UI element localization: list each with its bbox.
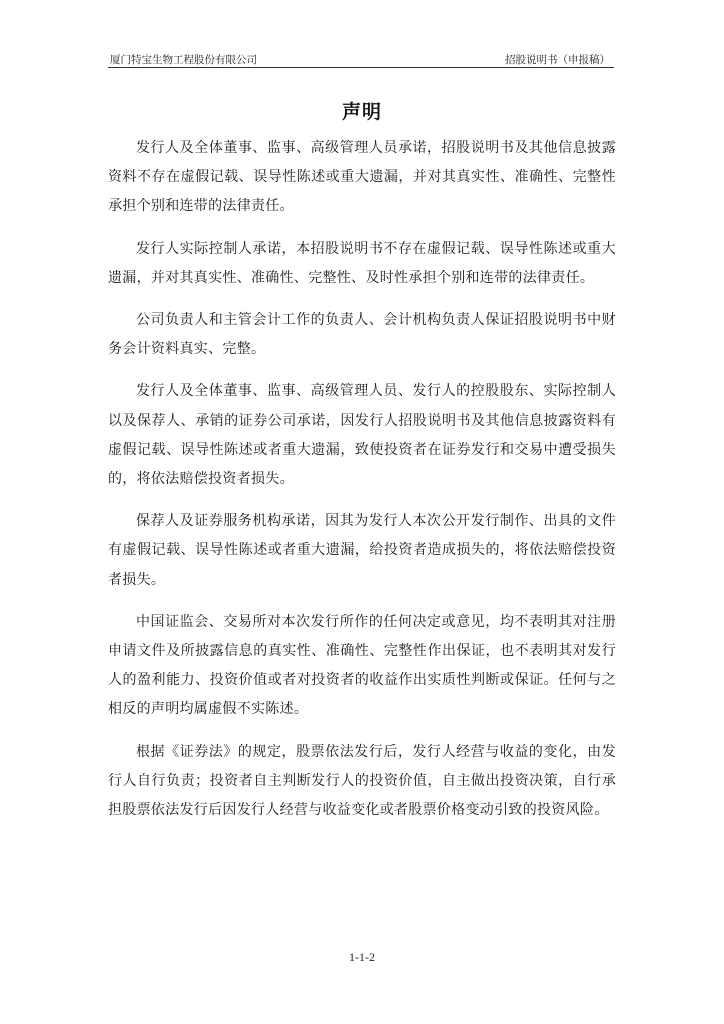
header-document-type: 招股说明书（申报稿） (505, 54, 610, 66)
paragraph-sponsor-commitment: 保荐人及证券服务机构承诺，因其为发行人本次公开发行制作、出具的文件有虚假记载、误导性陈述或者重大遗漏，给投资者造成损失的，将依法赔偿投资者损失。 (108, 513, 616, 588)
paragraph-issuer-commitment: 发行人及全体董事、监事、高级管理人员承诺，招股说明书及其他信息披露资料不存在虚假记载、误导性陈述或重大遗漏，并对其真实性、准确性、完整性承担个别和连带的法律责任。 (108, 140, 616, 215)
paragraph-controller-commitment: 发行人实际控制人承诺，本招股说明书不存在虚假记载、误导性陈述或重大遗漏，并对其真实性、准确性、完整性、及时性承担个别和连带的法律责任。 (108, 240, 616, 286)
header-divider (108, 67, 614, 68)
page-number: 1-1-2 (349, 950, 375, 964)
declaration-body (108, 134, 616, 838)
paragraph-compensation-commitment: 发行人及全体董事、监事、高级管理人员、发行人的控股股东、实际控制人以及保荐人、承销的证券公司承诺，因发行人招股说明书及其他信息披露资料有虚假记载、误导性陈述或者重大遗漏，致使投资者在证券发行和交易中遭受损失的，将依法赔偿投资者损失。 (108, 383, 616, 488)
paragraph-regulator-disclaimer: 中国证监会、交易所对本次发行所作的任何决定或意见，均不表明其对注册申请文件及所披露信息的真实性、准确性、完整性作出保证，也不表明其对发行人的盈利能力、投资价值或者对投资者的收益作出实质性判断或保证。任何与之相反的声明均属虚假不实陈述。 (108, 613, 616, 718)
paragraph-investment-risk: 根据《证券法》的规定，股票依法发行后，发行人经营与收益的变化，由发行人自行负责；投资者自主判断发行人的投资价值，自主做出投资决策，自行承担股票依法发行后因发行人经营与收益变化或者股票价格变动引致的投资风险。 (108, 743, 616, 819)
page-title: 声明 (341, 101, 382, 123)
page-header (108, 52, 614, 67)
header-company-name: 厦门特宝生物工程股份有限公司 (110, 54, 257, 66)
paragraph-accounting-guarantee: 公司负责人和主管会计工作的负责人、会计机构负责人保证招股说明书中财务会计资料真实、完整。 (108, 312, 616, 358)
